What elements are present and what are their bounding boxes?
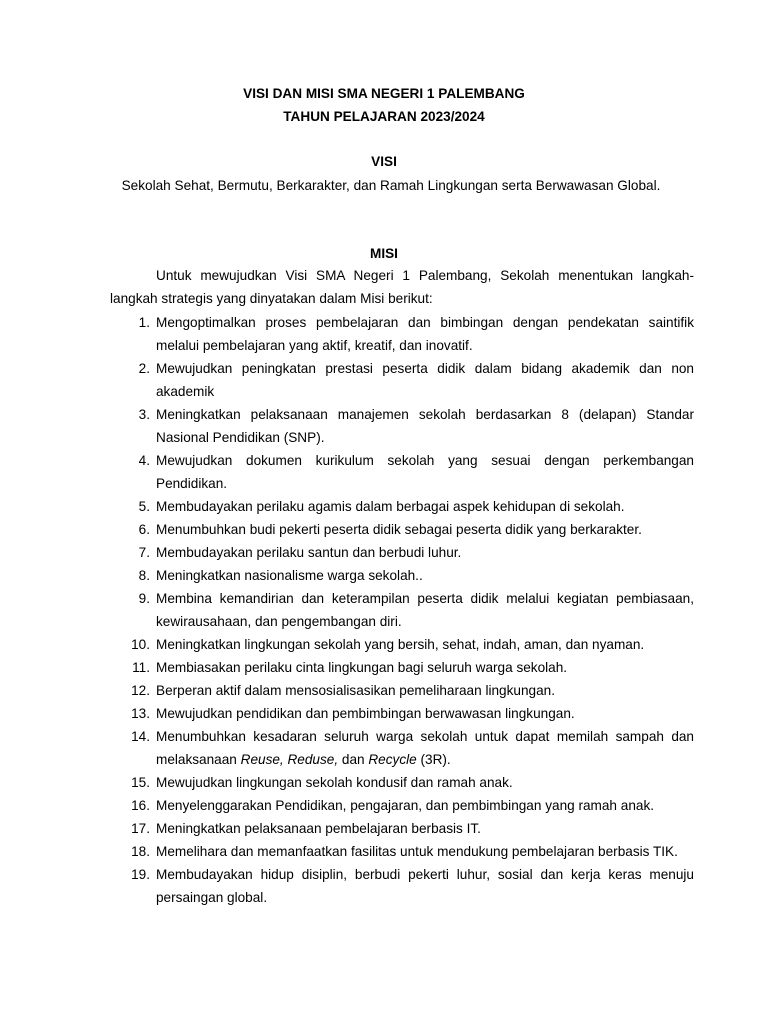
misi-item-text: Membudayakan perilaku agamis dalam berbagai aspek kehidupan di sekolah. <box>156 499 625 514</box>
misi-item-number: 1. <box>138 315 150 330</box>
misi-item <box>110 495 694 518</box>
misi-heading: MISI <box>370 246 398 261</box>
misi-item-text: Mewujudkan lingkungan sekolah kondusif dan ramah anak. <box>156 775 513 790</box>
misi-item-text: Memelihara dan memanfaatkan fasilitas untuk mendukung pembelajaran berbasis TIK. <box>156 844 678 859</box>
misi-item-number: 3. <box>138 407 150 422</box>
misi-item-number: 2. <box>138 361 150 376</box>
misi-item-text-mid: dan <box>338 752 369 767</box>
misi-item-italic-recycle: Recycle <box>368 752 417 767</box>
misi-item-number: 16. <box>131 798 150 813</box>
visi-text: Sekolah Sehat, Bermutu, Berkarakter, dan Ramah Lingkungan serta Berwawasan Global. <box>121 178 661 193</box>
misi-item-number: 7. <box>138 545 150 560</box>
misi-item <box>110 357 694 403</box>
misi-item-text: Meningkatkan nasionalisme warga sekolah.. <box>156 568 423 583</box>
misi-item-text: Meningkatkan pelaksanaan pembelajaran berbasis IT. <box>156 821 481 836</box>
misi-item-text: Menyelenggarakan Pendidikan, pengajaran, dan pembimbingan yang ramah anak. <box>156 798 655 813</box>
misi-item-text <box>156 725 694 771</box>
misi-item-text: Membina kemandirian dan keterampilan peserta didik melalui kegiatan pembiasaan, kewirausahaan, dan pengembangan diri. <box>156 591 694 629</box>
misi-item <box>110 564 694 587</box>
misi-item-number: 14. <box>131 729 150 744</box>
misi-item-number: 13. <box>131 706 150 721</box>
misi-list <box>110 311 694 909</box>
misi-item-number: 6. <box>138 522 150 537</box>
misi-item <box>110 518 694 541</box>
misi-item-text: Meningkatkan pelaksanaan manajemen sekolah berdasarkan 8 (delapan) Standar Nasional Pendidikan (SNP). <box>156 407 694 445</box>
academic-year-title: TAHUN PELAJARAN 2023/2024 <box>283 109 485 124</box>
misi-item-number: 12. <box>131 683 150 698</box>
misi-item-number: 9. <box>138 591 150 606</box>
misi-item-text: Meningkatkan lingkungan sekolah yang bersih, sehat, indah, aman, dan nyaman. <box>156 637 645 652</box>
misi-item-text: Membudayakan hidup disiplin, berbudi pekerti luhur, sosial dan kerja keras menuju persaingan global. <box>156 867 694 905</box>
misi-item <box>110 794 694 817</box>
misi-item-number: 18. <box>131 844 150 859</box>
misi-item <box>110 656 694 679</box>
misi-item-text: Berperan aktif dalam mensosialisasikan pemeliharaan lingkungan. <box>156 683 555 698</box>
misi-item <box>110 311 694 357</box>
misi-item <box>110 863 694 909</box>
misi-item-text-end: (3R). <box>416 752 451 767</box>
misi-item <box>110 679 694 702</box>
misi-item <box>110 449 694 495</box>
misi-item-text: Mewujudkan peningkatan prestasi peserta didik dalam bidang akademik dan non akademik <box>156 361 694 399</box>
misi-item <box>110 702 694 725</box>
document-title: VISI DAN MISI SMA NEGERI 1 PALEMBANG <box>243 86 525 101</box>
visi-heading: VISI <box>371 154 397 169</box>
misi-item-text: Membiasakan perilaku cinta lingkungan bagi seluruh warga sekolah. <box>156 660 568 675</box>
misi-item-italic-reuse: Reuse, Reduse, <box>240 752 339 767</box>
misi-item-number: 4. <box>138 453 150 468</box>
misi-item <box>110 541 694 564</box>
misi-item-number: 5. <box>138 499 150 514</box>
misi-item-text: Membudayakan perilaku santun dan berbudi luhur. <box>156 545 462 560</box>
misi-intro: Untuk mewujudkan Visi SMA Negeri 1 Palembang, Sekolah menentukan langkah-langkah strategis yang dinyatakan dalam Misi berikut: <box>110 268 694 306</box>
misi-item-text: Mengoptimalkan proses pembelajaran dan bimbingan dengan pendekatan saintifik melalui pembelajaran yang aktif, kreatif, dan inovatif. <box>156 315 694 353</box>
misi-item <box>110 725 694 771</box>
misi-item <box>110 403 694 449</box>
misi-item-number: 15. <box>131 775 150 790</box>
misi-item-text: Menumbuhkan budi pekerti peserta didik sebagai peserta didik yang berkarakter. <box>156 522 642 537</box>
misi-item <box>110 633 694 656</box>
misi-item <box>110 840 694 863</box>
misi-item-number: 10. <box>131 637 150 652</box>
misi-item-number: 11. <box>132 660 150 675</box>
misi-item-text-start: Menumbuhkan kesadaran seluruh warga sekolah untuk dapat memilah sampah dan melaksanaan <box>156 729 694 767</box>
misi-item-number: 17. <box>131 821 150 836</box>
misi-item <box>110 817 694 840</box>
misi-item-number: 19. <box>131 867 150 882</box>
misi-item <box>110 771 694 794</box>
misi-item <box>110 587 694 633</box>
misi-item-text: Mewujudkan dokumen kurikulum sekolah yang sesuai dengan perkembangan Pendidikan. <box>156 453 694 491</box>
misi-item-text: Mewujudkan pendidikan dan pembimbingan berwawasan lingkungan. <box>156 706 575 721</box>
misi-item-number: 8. <box>138 568 150 583</box>
